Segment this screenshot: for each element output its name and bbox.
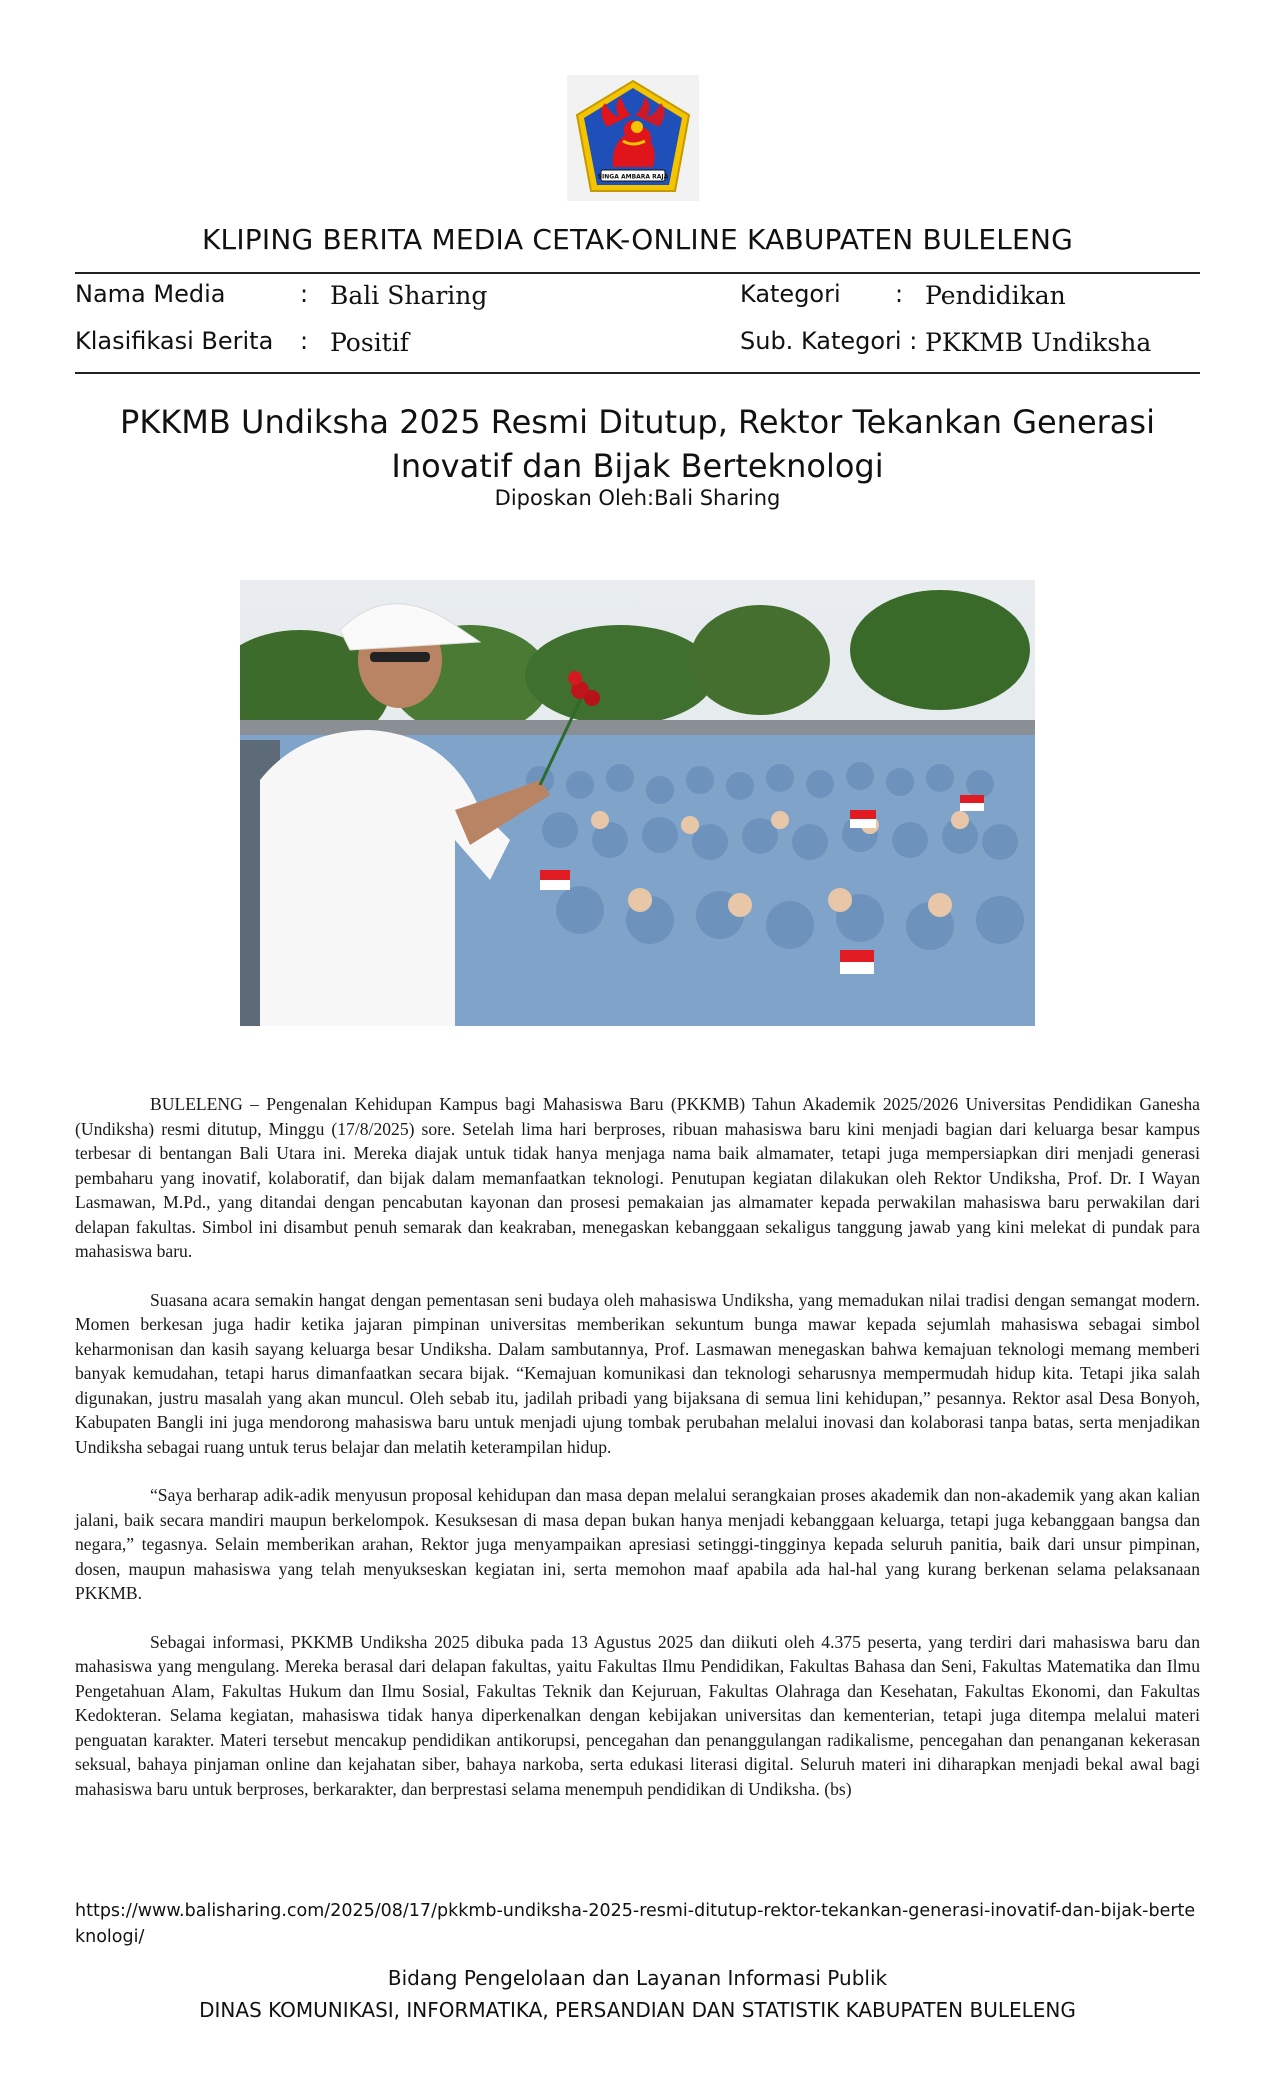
sub-kategori-value: PKKMB Undiksha [925, 328, 1152, 357]
nama-media-colon: : [300, 280, 309, 308]
kategori-label: Kategori [740, 280, 841, 308]
article-body [75, 1092, 1200, 1825]
sub-kategori-label: Sub. Kategori : [740, 327, 918, 355]
logo-motto: SINGA AMBARA RAJA [597, 173, 669, 181]
kategori-value: Pendidikan [925, 281, 1066, 310]
article-headline: PKKMB Undiksha 2025 Resmi Ditutup, Rektor Tekankan Generasi Inovatif dan Bijak Berteknologi [120, 403, 1155, 485]
nama-media-label: Nama Media [75, 280, 226, 308]
klasifikasi-colon: : [300, 327, 309, 355]
clipping-header-title: KLIPING BERITA MEDIA CETAK-ONLINE KABUPATEN BULELENG [201, 223, 1073, 256]
header-bottom-rule [75, 372, 1200, 374]
klasifikasi-value: Positif [330, 328, 409, 357]
nama-media-value: Bali Sharing [330, 281, 488, 310]
article-paragraph-2: Suasana acara semakin hangat dengan pementasan seni budaya oleh mahasiswa Undiksha, yang memadukan nilai tradisi dengan semangat modern. Momen berkesan juga hadir ketika jajaran pimpinan universitas memberikan sekuntum bunga mawar kepada sejumlah mahasiswa sebagai simbol keharmonisan dan kasih sayang keluarga besar Undiksha. Dalam sambutannya, Prof. Lasmawan menegaskan bahwa kemajuan teknologi memang memberi banyak kemudahan, tetapi harus dimanfaatkan secara bijak. “Kemajuan komunikasi dan teknologi seharusnya mempermudah hidup kita. Tetapi jika salah digunakan, justru masalah yang akan muncul. Oleh sebab itu, jadilah pribadi yang bijaksana di semua lini kehidupan,” pesannya. Rektor asal Desa Bonyoh, Kabupaten Bangli ini juga mendorong mahasiswa baru untuk menjadi ujung tombak perubahan melalui inovasi dan kolaborasi tanpa batas, serta menjadikan Undiksha sebagai ruang untuk terus belajar dan melatih keterampilan hidup. [75, 1289, 1200, 1457]
kategori-colon: : [895, 280, 904, 308]
klasifikasi-label: Klasifikasi Berita [75, 327, 274, 355]
article-paragraph-3: “Saya berharap adik-adik menyusun proposal kehidupan dan masa depan melalui serangkaian proses akademik dan non-akademik yang akan kalian jalani, baik secara mandiri maupun berkelompok. Kesuksesan di masa depan bukan hanya menjadi kebanggaan keluarga, tetapi juga kebanggaan bangsa dan negara,” tegasnya. Selain memberikan arahan, Rektor juga menyampaikan apresiasi setinggi-tingginya kepada seluruh panitia, baik dari unsur pimpinan, dosen, maupun mahasiswa yang telah menyukseskan kegiatan ini, serta memohon maaf apabila ada hal-hal yang kurang berkenan selama pelaksanaan PKKMB. [75, 1485, 1200, 1603]
footer-agency: DINAS KOMUNIKASI, INFORMATIKA, PERSANDIAN DAN STATISTIK KABUPATEN BULELENG [199, 1998, 1076, 2022]
header-top-rule [75, 272, 1200, 274]
buleleng-regency-logo [567, 75, 699, 201]
article-photo [240, 580, 1035, 1026]
article-paragraph-1: BULELENG – Pengenalan Kehidupan Kampus bagi Mahasiswa Baru (PKKMB) Tahun Akademik 2025/2026 Universitas Pendidikan Ganesha (Undiksha) resmi ditutup, Minggu (17/8/2025) sore. Setelah lima hari berproses, ribuan mahasiswa baru kini menjadi bagian dari keluarga besar kampus terbesar di bentangan Bali Utara ini. Mereka diajak untuk tidak hanya menjaga nama baik almamater, tetapi juga mempersiapkan diri menjadi generasi pembaharu yang inovatif, kolaboratif, dan bijak dalam memanfaatkan teknologi. Penutupan kegiatan dilakukan oleh Rektor Undiksha, Prof. Dr. I Wayan Lasmawan, M.Pd., yang ditandai dengan pencabutan kayonan dan prosesi pemakaian jas almamater kepada perwakilan mahasiswa baru perwakilan dari delapan fakultas. Simbol ini disambut penuh semarak dan keakraban, menegaskan kebanggaan sekaligus tanggung jawab yang kini melekat di pundak para mahasiswa baru. [75, 1094, 1200, 1261]
article-paragraph-4: Sebagai informasi, PKKMB Undiksha 2025 dibuka pada 13 Agustus 2025 dan diikuti oleh 4.375 peserta, yang terdiri dari mahasiswa baru dan mahasiswa yang mengulang. Mereka berasal dari delapan fakultas, yaitu Fakultas Ilmu Pendidikan, Fakultas Bahasa dan Seni, Fakultas Matematika dan Ilmu Pengetahuan Alam, Fakultas Hukum dan Ilmu Sosial, Fakultas Teknik dan Kejuruan, Fakultas Olahraga dan Kesehatan, Fakultas Ekonomi, dan Fakultas Kedokteran. Selama kegiatan, mahasiswa tidak hanya diperkenalkan dengan kebijakan universitas dan kementerian, tetapi juga ditempa melalui materi penguatan karakter. Materi tersebut mencakup pendidikan antikorupsi, pencegahan dan penanggulangan radikalisme, pencegahan dan penanganan kekerasan seksual, bahaya pinjaman online dan kejahatan siber, bahaya narkoba, serta edukasi literasi digital. Seluruh materi ini diharapkan menjadi bekal awal bagi mahasiswa baru untuk berproses, berkarakter, dan berprestasi selama menempuh pendidikan di Undiksha. (bs) [75, 1631, 1200, 1799]
article-byline: Diposkan Oleh:Bali Sharing [494, 486, 781, 510]
footer-division: Bidang Pengelolaan dan Layanan Informasi Publik [387, 1966, 888, 1990]
source-url-link[interactable]: https://www.balisharing.com/2025/08/17/pkkmb-undiksha-2025-resmi-ditutup-rektor-tekankan-generasi-inovatif-dan-bijak-berteknologi/ [75, 1901, 1196, 1947]
